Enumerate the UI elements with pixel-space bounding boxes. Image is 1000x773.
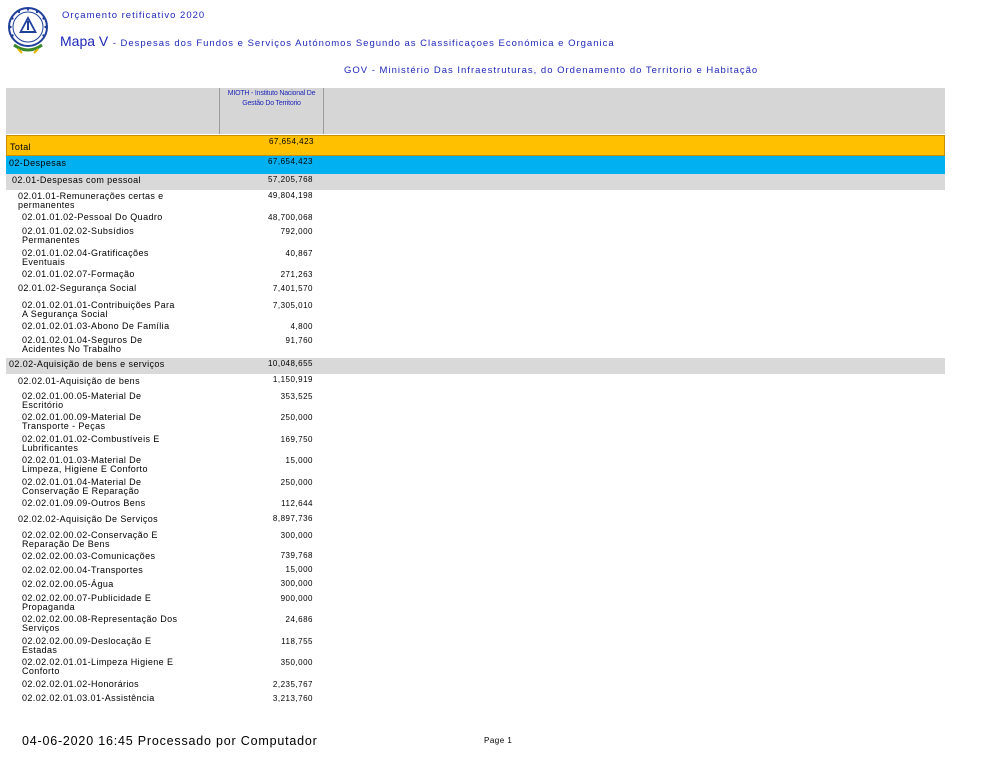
row-label: 02.02.02.00.08-Representação Dos Serviços [22, 614, 178, 633]
table-row [6, 392, 945, 412]
cape-verde-coat-of-arms-logo [6, 5, 50, 57]
column-divider [323, 88, 324, 134]
row-value: 2,235,767 [272, 680, 313, 689]
row-label: 02.02.02.01.02-Honorários [22, 679, 140, 689]
row-value: 67,654,423 [268, 137, 314, 146]
row-value: 57,205,768 [267, 175, 313, 184]
table-row [6, 514, 945, 526]
ministry-label: GOV - Ministério Das Infraestruturas, do Ordenamento do Territorio e Habitação [344, 65, 759, 76]
row-value: 48,700,068 [267, 213, 313, 222]
row-value: 67,654,423 [267, 157, 313, 166]
row-label: 02.02.01.01.03-Material De Limpeza, Higiene E Conforto [22, 455, 148, 474]
row-label: Total [10, 142, 32, 152]
row-label: 02.01.01-Remunerações certas e permanentes [18, 191, 164, 210]
table-row [6, 637, 945, 657]
row-value: 250,000 [280, 413, 313, 422]
row-value: 15,000 [285, 565, 313, 574]
row-label: 02.02.02.00.03-Comunicações [22, 551, 156, 561]
row-label: 02.02.02.01.01-Limpeza Higiene E Conforto [22, 657, 174, 676]
table-row [6, 694, 945, 706]
table-row [6, 615, 945, 635]
table-row [6, 594, 945, 614]
row-value: 250,000 [280, 478, 313, 487]
row-value: 15,000 [285, 456, 313, 465]
table-row [6, 565, 945, 577]
table-row-total [6, 135, 945, 156]
row-label: 02.01.02.01.03-Abono De Família [22, 321, 170, 331]
row-label: 02.01.01.02.07-Formação [22, 269, 135, 279]
report-title-rest: - Despesas dos Fundos e Serviços Autónomos Segundo as Classificaçoes Económica e Organica [112, 38, 615, 49]
row-value: 350,000 [280, 658, 313, 667]
row-label: 02.01.02-Segurança Social [18, 283, 137, 293]
table-row [6, 375, 945, 387]
table-row [6, 658, 945, 678]
row-value: 1,150,919 [272, 375, 313, 384]
row-value: 3,213,760 [272, 694, 313, 703]
table-row-section [6, 156, 945, 174]
row-label: 02.02.01.01.02-Combustíveis E Lubrificantes [22, 434, 160, 453]
table-row [6, 249, 945, 269]
row-value: 49,804,198 [267, 191, 313, 200]
row-value: 739,768 [280, 551, 313, 560]
row-label: 02.02.01-Aquisição de bens [18, 376, 140, 386]
row-value: 8,897,736 [272, 514, 313, 523]
row-label: 02.02.01.01.04-Material De Conservação E Reparação [22, 477, 142, 496]
row-label: 02.02.02.00.05-Água [22, 579, 114, 589]
table-row [6, 270, 945, 282]
row-label: 02.01.01.02.02-Subsídios Permanentes [22, 226, 135, 245]
row-value: 24,686 [285, 615, 313, 624]
row-label: 02.02.01.00.05-Material De Escritório [22, 391, 142, 410]
row-value: 10,048,655 [267, 359, 313, 368]
row-value: 353,525 [280, 392, 313, 401]
table-row [6, 413, 945, 433]
table-row [6, 680, 945, 692]
row-label: 02.02.02.01.03.01-Assistência [22, 693, 155, 703]
row-value: 4,800 [290, 322, 313, 331]
table-row [6, 499, 945, 511]
report-title-main: Mapa V [60, 33, 109, 49]
table-row [6, 478, 945, 498]
row-label: 02.02.02.00.02-Conservação E Reparação De Bens [22, 530, 158, 549]
row-value: 118,755 [281, 637, 313, 646]
row-value: 300,000 [280, 579, 313, 588]
table-row [6, 456, 945, 476]
row-label: 02.02-Aquisição de bens e serviços [9, 359, 165, 369]
row-label: 02.01.02.01.04-Seguros De Acidentes No Trabalho [22, 335, 143, 354]
table-row [6, 227, 945, 247]
row-label: 02-Despesas [9, 158, 67, 168]
table-row [6, 336, 945, 356]
table-row [6, 435, 945, 455]
column-header-label: MIOTH - Instituto Nacional De Gestão Do Territorio [227, 90, 316, 107]
column-header-band [6, 88, 945, 134]
row-label: 02.02.01.09.09-Outros Bens [22, 498, 146, 508]
row-value: 300,000 [280, 531, 313, 540]
table-row [6, 191, 945, 210]
row-label: 02.01.01.02-Pessoal Do Quadro [22, 212, 163, 222]
row-label: 02.02.02.00.09-Deslocação E Estadas [22, 636, 152, 655]
report-title [60, 33, 615, 51]
row-value: 112,644 [281, 499, 313, 508]
table-row-group [6, 174, 945, 190]
row-label: 02.02.02-Aquisição De Serviços [18, 514, 159, 524]
row-label: 02.02.02.00.07-Publicidade E Propaganda [22, 593, 152, 612]
row-value: 91,760 [285, 336, 313, 345]
table-row [6, 551, 945, 563]
row-label: 02.02.01.00.09-Material De Transporte - Peças [22, 412, 142, 431]
row-value: 271,263 [280, 270, 313, 279]
table-row-group [6, 358, 945, 374]
row-label: 02.01.02.01.01-Contribuições Para A Segurança Social [22, 300, 175, 319]
table-row [6, 213, 945, 225]
page-number: Page 1 [484, 736, 513, 745]
table-row [6, 531, 945, 551]
table-row [6, 322, 945, 334]
row-label: 02.01-Despesas com pessoal [12, 175, 141, 185]
row-value: 792,000 [280, 227, 313, 236]
row-value: 900,000 [280, 594, 313, 603]
table-row [6, 301, 945, 321]
footer-timestamp: 04-06-2020 16:45 Processado por Computador [22, 734, 318, 748]
row-label: 02.02.02.00.04-Transportes [22, 565, 144, 575]
row-value: 7,401,570 [272, 284, 313, 293]
row-value: 169,750 [280, 435, 313, 444]
row-value: 40,867 [285, 249, 313, 258]
table-row [6, 284, 945, 296]
row-value: 7,305,010 [272, 301, 313, 310]
row-label: 02.01.01.02.04-Gratificações Eventuais [22, 248, 149, 267]
table-row [6, 579, 945, 591]
report-subtitle: Orçamento retificativo 2020 [62, 10, 206, 21]
